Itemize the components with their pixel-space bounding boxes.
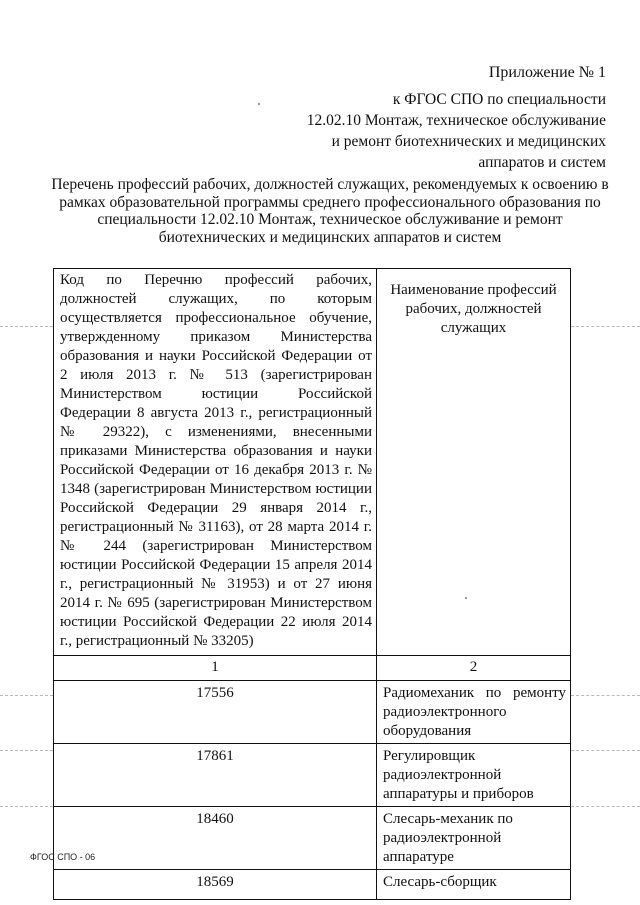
footer-label: ФГОС СПО - 06 xyxy=(30,852,96,862)
appendix-line: аппаратов и систем xyxy=(478,154,606,171)
professions-table xyxy=(53,268,571,900)
appendix-heading: Приложение № 1 xyxy=(488,64,606,81)
column-number: 2 xyxy=(377,656,571,681)
scan-artifact-line xyxy=(0,695,53,696)
scan-speck xyxy=(258,103,260,105)
scan-artifact-line xyxy=(571,806,640,807)
list-title-line: рамках образовательной программы среднего профессионального образования по xyxy=(59,193,601,211)
profession-name: Слесарь-механик по радиоэлектронной аппаратуре xyxy=(377,807,571,870)
scan-artifact-line xyxy=(571,326,640,327)
scan-artifact-line xyxy=(0,806,53,807)
appendix-line: 12.02.10 Монтаж, техническое обслуживание xyxy=(306,112,606,129)
list-title-line: биотехнических и медицинских аппаратов и систем xyxy=(158,228,502,246)
scan-artifact-line xyxy=(571,750,640,751)
profession-code: 17861 xyxy=(54,744,377,807)
profession-code: 18569 xyxy=(54,870,377,900)
table-row xyxy=(54,807,571,870)
profession-code: 17556 xyxy=(54,681,377,744)
profession-name: Радиомеханик по ремонту радиоэлектронного оборудования xyxy=(377,681,571,744)
profession-name: Слесарь-сборщик xyxy=(377,870,571,900)
profession-code: 18460 xyxy=(54,807,377,870)
column-number-row xyxy=(54,656,571,681)
list-title xyxy=(50,176,610,246)
scan-artifact-line xyxy=(571,695,640,696)
list-title-line: специальности 12.02.10 Монтаж, техническое обслуживание и ремонт xyxy=(97,211,563,228)
header-code-cell: Код по Перечню профессий рабочих, должностей служащих, по которым осуществляется профессиональное обучение, утвержденному приказом Министерства образования и науки Российской Федерации от 2 июля 2013 г. № 513 (зарегистрирован Министерством юстиции Российской Федерации 8 августа 2013 г., регистрационный № 29322), с изменениями, внесенными приказами Министерства образования и науки Российской Федерации от 16 декабря 2013 г. № 1348 (зарегистрирован Министерством юстиции Российской Федерации 29 января 2014 г., регистрационный № 31163), от 28 марта 2014 г. № 244 (зарегистрирован Министерством юстиции Российской Федерации 15 апреля 2014 г., регистрационный № 31953) и от 27 июня 2014 г. № 695 (зарегистрирован Министерством юстиции Российской Федерации 22 июля 2014 г., регистрационный № 33205) xyxy=(54,269,377,656)
profession-name: Регулировщик радиоэлектронной аппаратуры и приборов xyxy=(377,744,571,807)
header-name-cell: Наименование профессий рабочих, должностей служащих xyxy=(377,269,571,656)
table-row xyxy=(54,744,571,807)
column-number: 1 xyxy=(54,656,377,681)
list-title-line: Перечень профессий рабочих, должностей служащих, рекомендуемых к освоению в xyxy=(51,176,609,193)
appendix-block xyxy=(276,62,606,173)
appendix-line: и ремонт биотехнических и медицинских xyxy=(331,133,606,150)
scan-artifact-line xyxy=(0,750,53,751)
table-header-row xyxy=(54,269,571,656)
table-row xyxy=(54,870,571,900)
table-row xyxy=(54,681,571,744)
scan-artifact-line xyxy=(0,326,53,327)
appendix-line: к ФГОС СПО по специальности xyxy=(392,91,606,108)
